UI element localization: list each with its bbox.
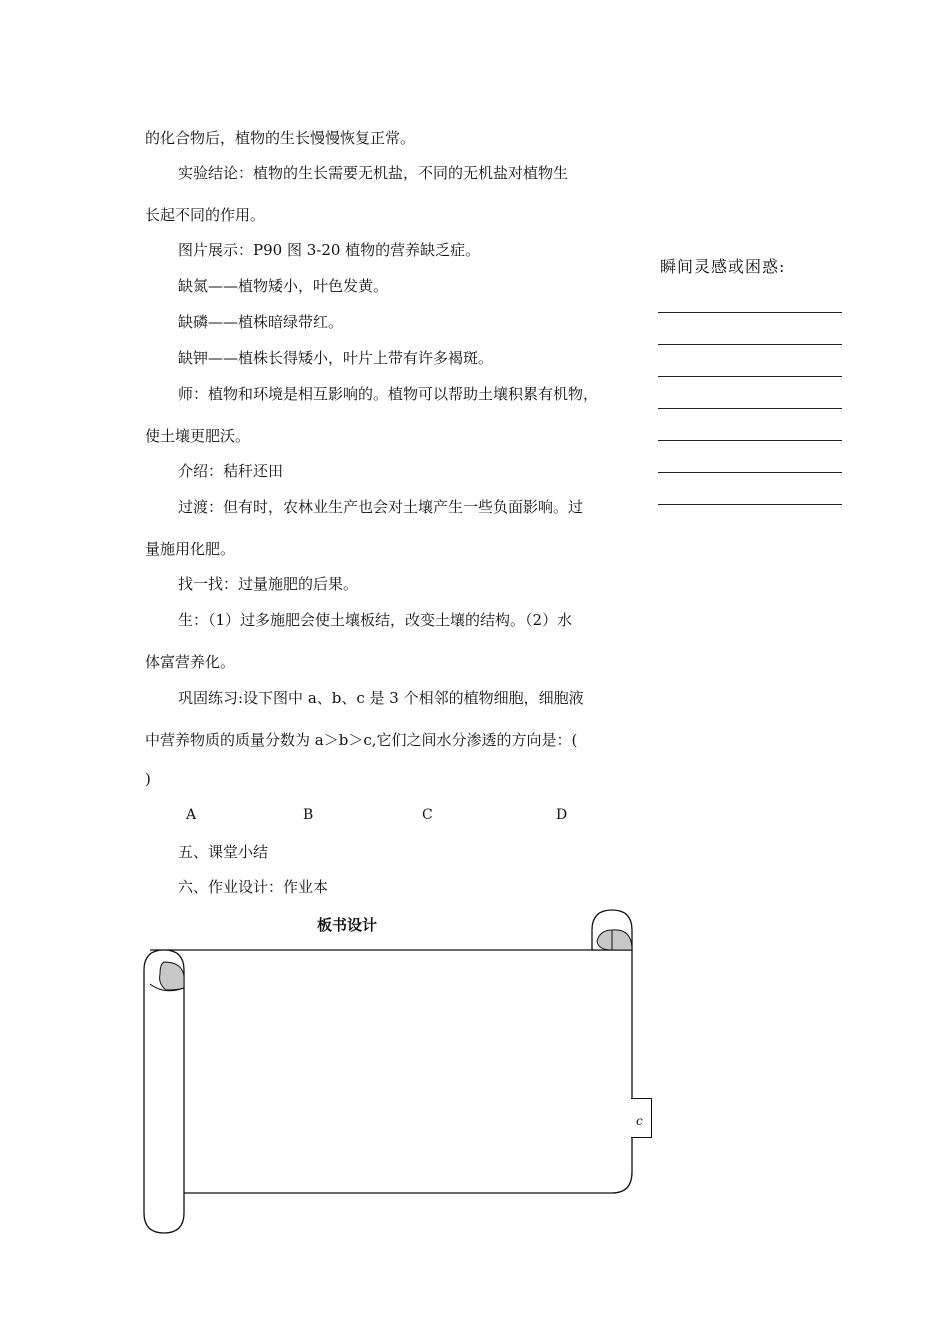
paragraph: 介绍：秸秆还田: [178, 462, 284, 480]
paragraph: 巩固练习:设下图中 a、b、c 是 3 个相邻的植物细胞，细胞液: [178, 689, 584, 707]
section-heading: 五、课堂小结: [178, 843, 269, 861]
paragraph: 生：（1）过多施肥会使土壤板结，改变土壤的结构。（2）水: [178, 611, 573, 629]
paragraph: 缺磷——植株暗绿带红。: [178, 313, 344, 331]
scroll-roll-left: [144, 950, 184, 1233]
option-a: A: [186, 807, 197, 823]
paragraph: 实验结论：植物的生长需要无机盐，不同的无机盐对植物生: [178, 164, 569, 182]
option-c: C: [422, 807, 433, 823]
paragraph: 长起不同的作用。: [145, 206, 266, 224]
paragraph: 使土壤更肥沃。: [145, 427, 251, 445]
option-b: B: [303, 807, 314, 823]
paragraph: ): [145, 770, 151, 788]
paragraph: 缺钾——植株长得矮小，叶片上带有许多褐斑。: [178, 349, 494, 367]
notes-title: 瞬间灵感或困惑:: [660, 257, 786, 276]
option-d: D: [556, 807, 568, 823]
paragraph: 找一找：过量施肥的后果。: [178, 575, 359, 593]
paragraph: 的化合物后，植物的生长慢慢恢复正常。: [145, 129, 416, 147]
board-title: 板书设计: [317, 916, 378, 934]
paragraph: 缺氮——植物矮小，叶色发黄。: [178, 277, 389, 295]
section-heading: 六、作业设计：作业本: [178, 878, 329, 896]
paragraph: 过渡：但有时，农林业生产也会对土壤产生一些负面影响。过: [178, 498, 584, 516]
cell-c-label: c: [636, 1114, 643, 1128]
paragraph: 体富营养化。: [145, 653, 236, 671]
paragraph: 量施用化肥。: [145, 540, 236, 558]
paragraph: 图片展示：P90 图 3-20 植物的营养缺乏症。: [178, 241, 481, 259]
paragraph: 师：植物和环境是相互影响的。植物可以帮助土壤积累有机物，: [178, 385, 599, 403]
scroll-panel: [150, 950, 632, 1193]
paragraph: 中营养物质的质量分数为 a＞b＞c,它们之间水分渗透的方向是：(: [145, 731, 578, 749]
